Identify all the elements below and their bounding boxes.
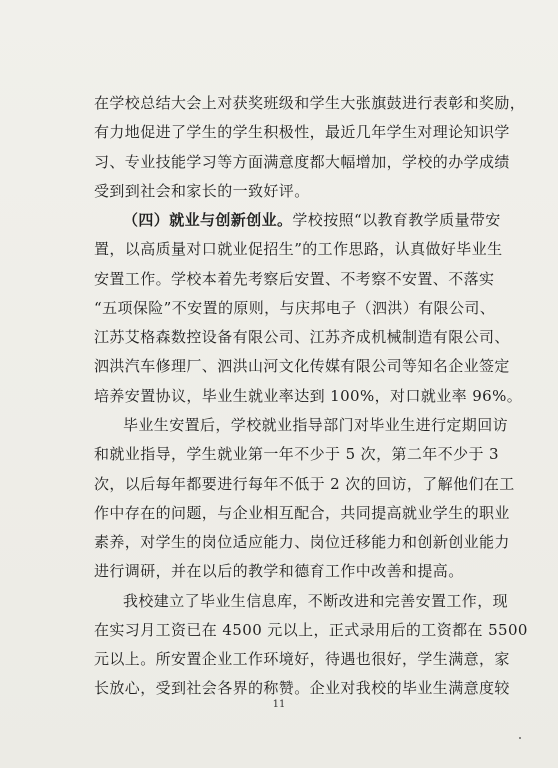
text-line: 我校建立了毕业生信息库，不断改进和完善安置工作，现: [123, 592, 509, 610]
text-line: “五项保险”不安置的原则，与庆邦电子（泗洪）有限公司、: [94, 299, 496, 317]
text-line: 江苏艾格森数控设备有限公司、江苏齐成机械制造有限公司、: [94, 328, 510, 346]
text-line: 安置工作。学校本着先考察后安置、不考察不安置、不落实: [94, 270, 495, 288]
text-line: 习、专业技能学习等方面满意度都大幅增加，学校的办学成绩: [94, 153, 510, 171]
text-line: 作中存在的问题，与企业相互配合，共同提高就业学生的职业: [94, 504, 510, 522]
text-line: 素养，对学生的岗位适应能力、岗位迁移能力和创新创业能力: [94, 533, 510, 551]
text-line: 培养安置协议，毕业生就业率达到 100%，对口就业率 96%。: [94, 387, 523, 405]
text-line: 和就业指导，学生就业第一年不少于 5 次，第二年不少于 3: [94, 445, 499, 463]
text-line: 在实习月工资已在 4500 元以上，正式录用后的工资都在 5500: [94, 621, 528, 639]
text-line: 泗洪汽车修理厂、泗洪山河文化传媒有限公司等知名企业签定: [94, 357, 510, 375]
text-line: 元以上。所安置企业工作环境好，待遇也很好，学生满意，家: [94, 650, 510, 668]
text-line: 毕业生安置后，学校就业指导部门对毕业生进行定期回访: [123, 416, 509, 434]
text-line: 有力地促进了学生的学生积极性，最近几年学生对理论知识学: [94, 123, 510, 141]
text-line: 受到到社会和家长的一致好评。: [94, 182, 310, 200]
text-line: 长放心，受到社会各界的称赞。企业对我校的毕业生满意度较: [94, 679, 510, 697]
text-line: 进行调研，并在以后的教学和德育工作中改善和提高。: [94, 562, 464, 580]
text-line: 置，以高质量对口就业促招生”的工作思路，认真做好毕业生: [94, 240, 503, 258]
scan-speck: [519, 737, 521, 739]
page-number: 11: [272, 699, 286, 710]
section-heading-line: [123, 213, 501, 228]
text-line: 在学校总结大会上对获奖班级和学生大张旗鼓进行表彰和奖励，: [94, 94, 526, 112]
text-span: 学校按照“以教育教学质量带安: [292, 211, 501, 229]
text-line: 次，以后每年都要进行每年不低于 2 次的回访，了解他们在工: [94, 475, 515, 493]
section-heading: （四）就业与创新创业。: [123, 211, 293, 229]
